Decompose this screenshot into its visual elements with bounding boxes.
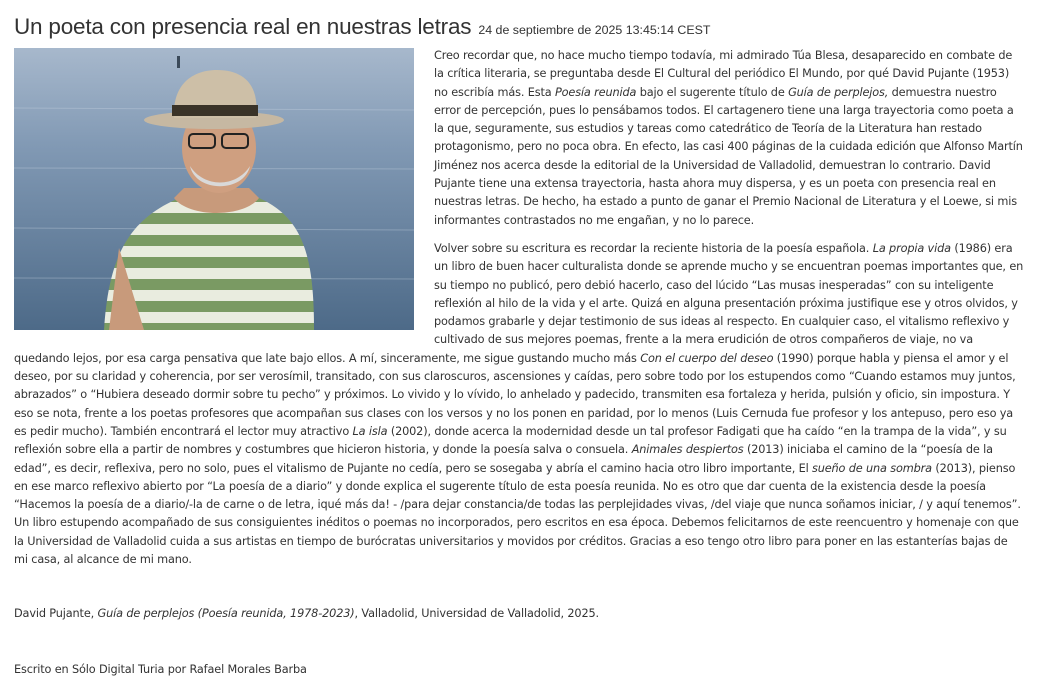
ref-title: Guía de perplejos (Poesía reunida, 1978-2023) — [97, 607, 355, 621]
p2-text-3: (1990) porque habla y piensa el amor y el deseo, por su claridad y coherencia, por ser verosímil, transitado, con sus claroscuros, ascensiones y caídas, pero sobre todo por los estupendos como “Cuando estamos muy juntos, abrazados” o “Hubiera deseado dormir sobre tu pecho” y próximos. Lo vivido y lo vívido, lo anhelado y padecido, transmiten esa fortaleza y herida, pulsión y oficio, sin impostura. Y eso se nota, frente a los poetas profesores que acompañan sus clases con los versos y no los ponen en paridad, por lo menos (Luis Cernuda fue profesor y los antepuso, pero eso ya es pedir mucho). También encontrará el lector muy atractivo — [14, 351, 1016, 438]
p2-text-1: Volver sobre su escritura es recordar la reciente historia de la poesía española. — [434, 241, 873, 255]
ref-author: David Pujante, — [14, 607, 98, 621]
article-credit: Escrito en Sólo Digital Turia por Rafael Morales Barba — [14, 663, 307, 677]
book-reference — [14, 607, 1024, 620]
p2-italic-4: Animales despiertos — [631, 443, 744, 457]
article-container — [14, 0, 1024, 676]
article-header — [14, 14, 1024, 44]
p2-text-4: (2002), donde acerca la modernidad desde un tal profesor Fadigati que ha caído “en la trampa de la vida”, y su reflexión sobre ella a partir de nombres y costumbres que hicieron historia, y donde la poesía salva o consuela. — [14, 424, 1007, 457]
p2-italic-3: La isla — [352, 424, 388, 438]
p2-italic-5: sueño de una sombra — [812, 461, 932, 475]
p2-italic-2: Con el cuerpo del deseo — [640, 351, 774, 365]
p2-text-6: (2013), pienso en ese marco reflexivo abierto por “La poesía de a diario” y donde explica el sugerente título de esta poesía reunida. No es otro que dar cuenta de la existencia desde la poesía “Hacemos la poesía de a diario/-la de carne o de letra, iqué más da! - /para dejar constancia/de todas las perplejidades vivas, /del viaje que nunca soñamos iniciar, / y aquí tenemos”. Un libro estupendo acompañado de sus consiguientes inéditos o poemas no incorporados, pero escritos en esa época. Debemos felicitarnos de este reencuentro y homenaje con que la Universidad de Valladolid cuida a sus artistas en tiempo de burócratas universitarios y movidos por créditos. Gracias a eso tengo otro libro para poner en las estanterías bajas de mi casa, al alcance de mi mano. — [14, 461, 1021, 567]
p1-italic-1: Poesía reunida — [554, 85, 637, 99]
p2-italic-1: La propia vida — [872, 241, 951, 255]
author-photo-image — [14, 48, 414, 330]
p2-text-2: (1986) era un libro de buen hacer culturalista donde se aprende mucho y se encuentran poemas importantes que, en su tiempo no publicó, pero debió hacerlo, caso del lúcido “Las musas inesperadas” con su inteligente reflexión al hilo de la vida y el arte. Quizá en alguna presentación próxima justifique ese y otros olvidos, y podamos grabarle y dejar testimonio de sus ideas al respecto. En cualquier caso, el vitalismo reflexivo y cultivado de sus mejores poemas, frente a la mera erudición de otros compañeros de viaje, no va quedando lejos, por esa carga pensativa que late bajo ellos. A mí, sinceramente, me sigue gustando mucho más — [14, 241, 1024, 365]
article-date: 24 de septiembre de 2025 13:45:14 CEST — [478, 23, 711, 37]
p1-text-1: Creo recordar que, no hace mucho tiempo todavía, mi admirado Túa Blesa, desaparecido en combate de la crítica literaria, se preguntaba desde El Cultural del periódico El Mundo, por qué David Pujante (1953) no escribía más. Esta — [434, 49, 1013, 99]
article-body — [14, 47, 1024, 569]
p2-text-5: (2013) iniciaba el camino de la “poesía de la edad”, es decir, reflexiva, pero no solo, pues el vitalismo de Pujante no cedía, pero se sosegaba y abría el camino hacia otro libro importante, El — [14, 443, 993, 475]
author-photo — [14, 48, 414, 330]
p1-italic-2: Guía de perplejos, — [788, 85, 889, 99]
p1-text-3: demuestra nuestro error de percepción, pues lo pensábamos todos. El cartagenero tiene una larga trayectoria como poeta a la que, seguramente, sus estudios y tareas como catedrático de Teoría de la Literatura han restado protagonismo, pero no poca obra. En efecto, las casi 400 páginas de la cuidada edición que Alfonso Martín Jiménez nos acerca desde la editorial de la Universidad de Valladolid, demuestran lo contrario. David Pujante tiene una extensa trayectoria, hasta ahora muy dispersa, y es un poeta con presencia real en nuestras letras. De hecho, ha estado a punto de ganar el Premio Nacional de Literatura y el Loewe, si mis informantes contrastados no me engañan, y no lo parece. — [434, 85, 1023, 227]
article-title: Un poeta con presencia real en nuestras letras — [14, 14, 472, 39]
ref-publisher: , Valladolid, Universidad de Valladolid, 2025. — [354, 607, 599, 621]
p1-text-2: bajo el sugerente título de — [636, 85, 789, 99]
